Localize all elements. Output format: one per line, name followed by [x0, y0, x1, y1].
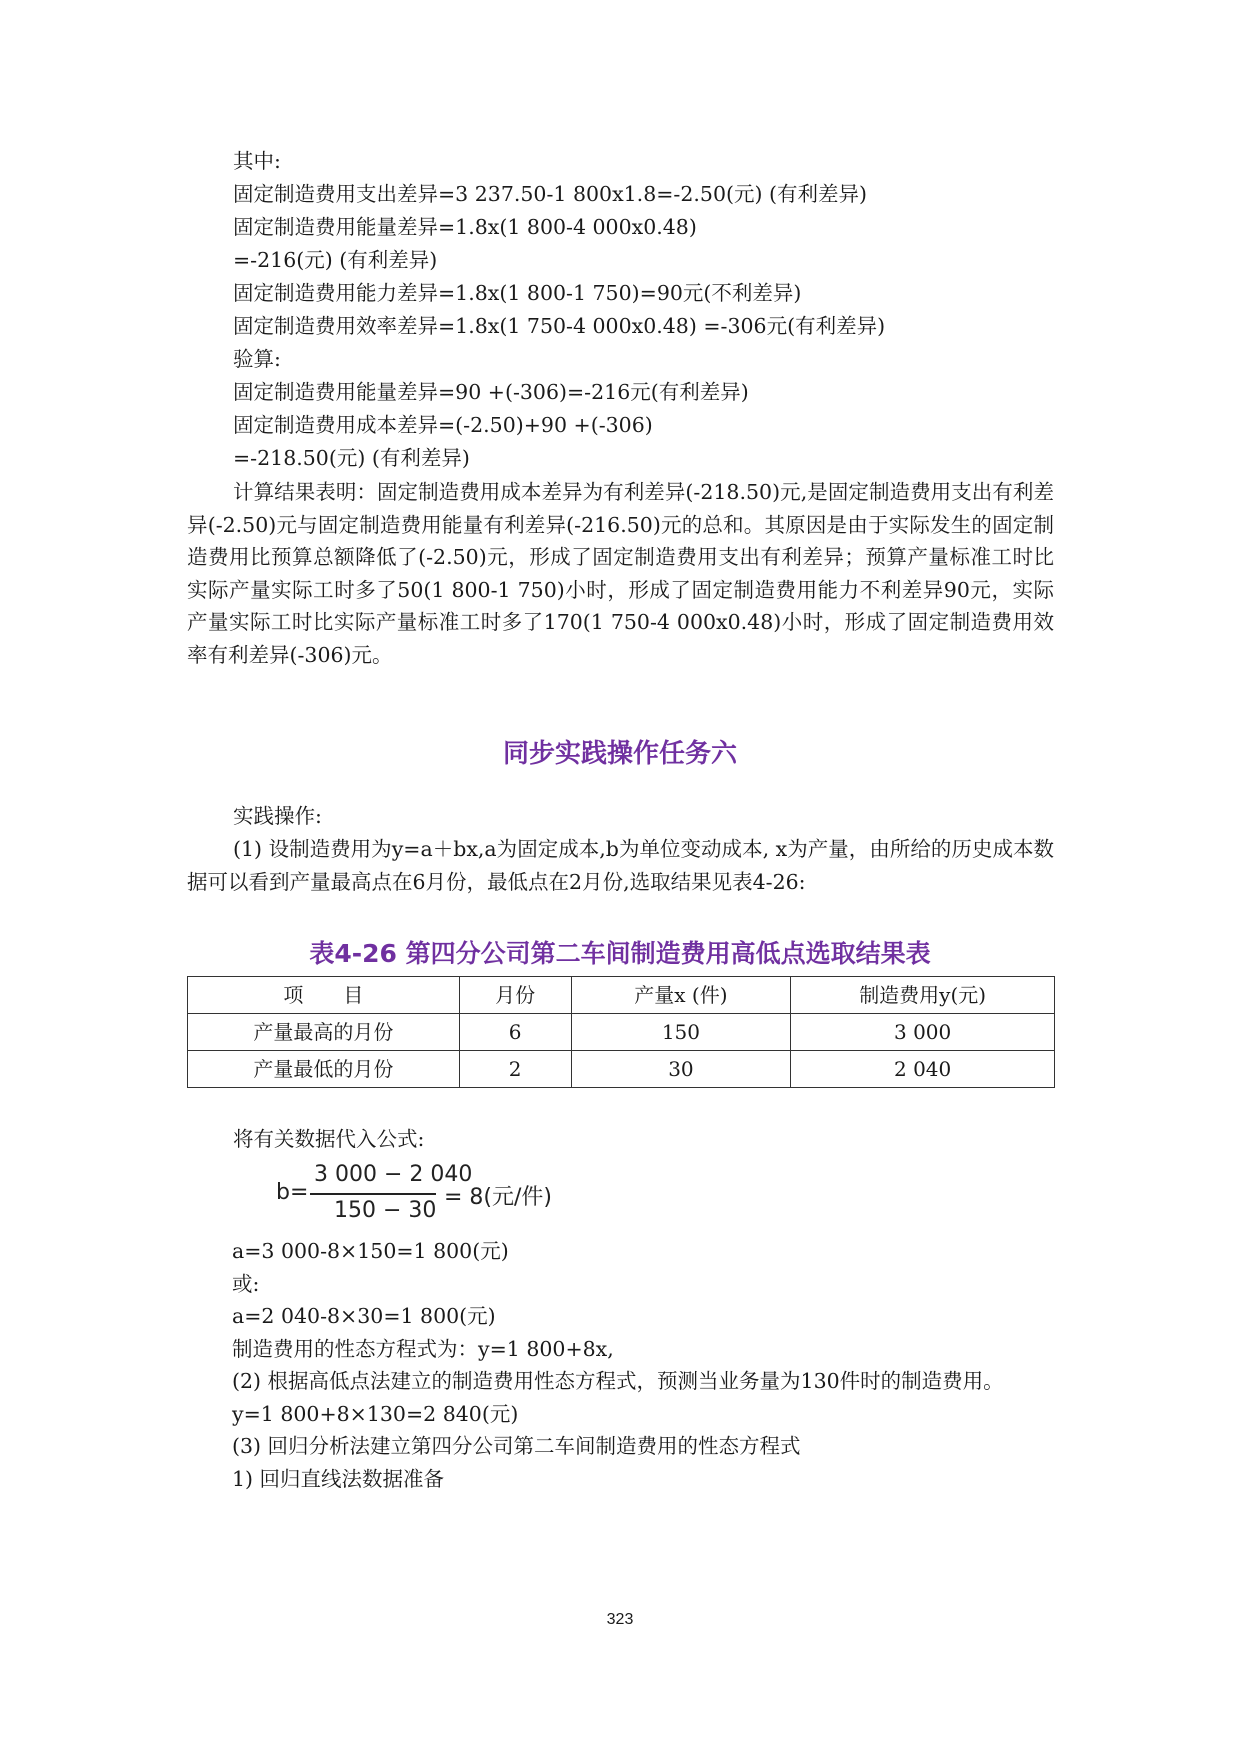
table-cell: 产量最低的月份	[188, 1051, 460, 1088]
text-line: (3) 回归分析法建立第四分公司第二车间制造费用的性态方程式	[232, 1434, 801, 1458]
formula-lhs: b=	[276, 1180, 309, 1205]
text-line: 固定制造费用效率差异=1.8x(1 750-4 000x0.48) =-306元(有利差异)	[233, 314, 886, 338]
table-row	[188, 1051, 1055, 1088]
header-cell: 产量x (件)	[571, 977, 791, 1014]
formula-denominator: 150 − 30	[334, 1198, 437, 1223]
table-cell: 30	[571, 1051, 791, 1088]
text-line: 固定制造费用支出差异=3 237.50-1 800x1.8=-2.50(元) (有利差异)	[233, 182, 867, 206]
text-line: 制造费用的性态方程式为：y=1 800+8x,	[232, 1337, 614, 1361]
formula-numerator: 3 000 − 2 040	[314, 1162, 473, 1187]
table-cell: 150	[571, 1014, 791, 1051]
table-cell: 3 000	[791, 1014, 1055, 1051]
formula-rhs: = 8(元/件)	[444, 1185, 553, 1210]
header-cell: 项 目	[188, 977, 460, 1014]
table-title: 表4-26 第四分公司第二车间制造费用高低点选取结果表	[309, 939, 931, 968]
formula-intro: 将有关数据代入公式:	[233, 1127, 425, 1151]
practice-paragraph: (1) 设制造费用为y=a＋bx,a为固定成本,b为单位变动成本, x为产量，由所给的历史成本数据可以看到产量最高点在6月份，最低点在2月份,选取结果见表4-26:	[187, 837, 1054, 894]
text-line: 1) 回归直线法数据准备	[232, 1467, 445, 1491]
selection-table	[187, 976, 1055, 1088]
conclusion-paragraph: 计算结果表明：固定制造费用成本差异为有利差异(-218.50)元,是固定制造费用支出有利差异(-2.50)元与固定制造费用能量有利差异(-216.50)元的总和。其原因是由于实际发生的固定制造费用比预算总额降低了(-2.50)元，形成了固定制造费用支出有利差异；预算产量标准工时比实际产量实际工时多了50(1 800-1 750)小时，形成了固定制造费用能力不利差异90元，实际产量实际工时比实际产量标准工时多了170(1 750-4 000x0.48)小时，形成了固定制造费用效率有利差异(-306)元。	[187, 480, 1054, 667]
text-line: 或:	[232, 1272, 260, 1296]
fraction-bar	[310, 1193, 436, 1195]
text-line: a=2 040-8×30=1 800(元)	[232, 1304, 496, 1328]
text-line: =-218.50(元) (有利差异)	[233, 446, 470, 470]
table-cell: 2	[459, 1051, 571, 1088]
section-title: 同步实践操作任务六	[502, 739, 737, 769]
text-line: =-216(元) (有利差异)	[233, 248, 438, 272]
table-cell: 产量最高的月份	[188, 1014, 460, 1051]
text-line: 固定制造费用能力差异=1.8x(1 800-1 750)=90元(不利差异)	[233, 281, 802, 305]
table-header-row	[188, 977, 1055, 1014]
text-line: a=3 000-8×150=1 800(元)	[232, 1239, 509, 1263]
text-line: 固定制造费用能量差异=90 +(-306)=-216元(有利差异)	[233, 380, 749, 404]
table-cell: 2 040	[791, 1051, 1055, 1088]
text-line: y=1 800+8×130=2 840(元)	[232, 1402, 519, 1426]
text-line: 固定制造费用能量差异=1.8x(1 800-4 000x0.48)	[233, 215, 697, 239]
practice-label: 实践操作:	[233, 804, 322, 828]
text-line: 固定制造费用成本差异=(-2.50)+90 +(-306)	[233, 413, 653, 437]
header-cell: 月份	[459, 977, 571, 1014]
header-cell: 制造费用y(元)	[791, 977, 1055, 1014]
page-number: 323	[606, 1611, 634, 1628]
table-row	[188, 1014, 1055, 1051]
text-line: 验算:	[233, 347, 281, 371]
text-line: (2) 根据高低点法建立的制造费用性态方程式，预测当业务量为130件时的制造费用。	[232, 1369, 1004, 1393]
table-cell: 6	[459, 1014, 571, 1051]
text-line: 其中:	[233, 149, 281, 173]
